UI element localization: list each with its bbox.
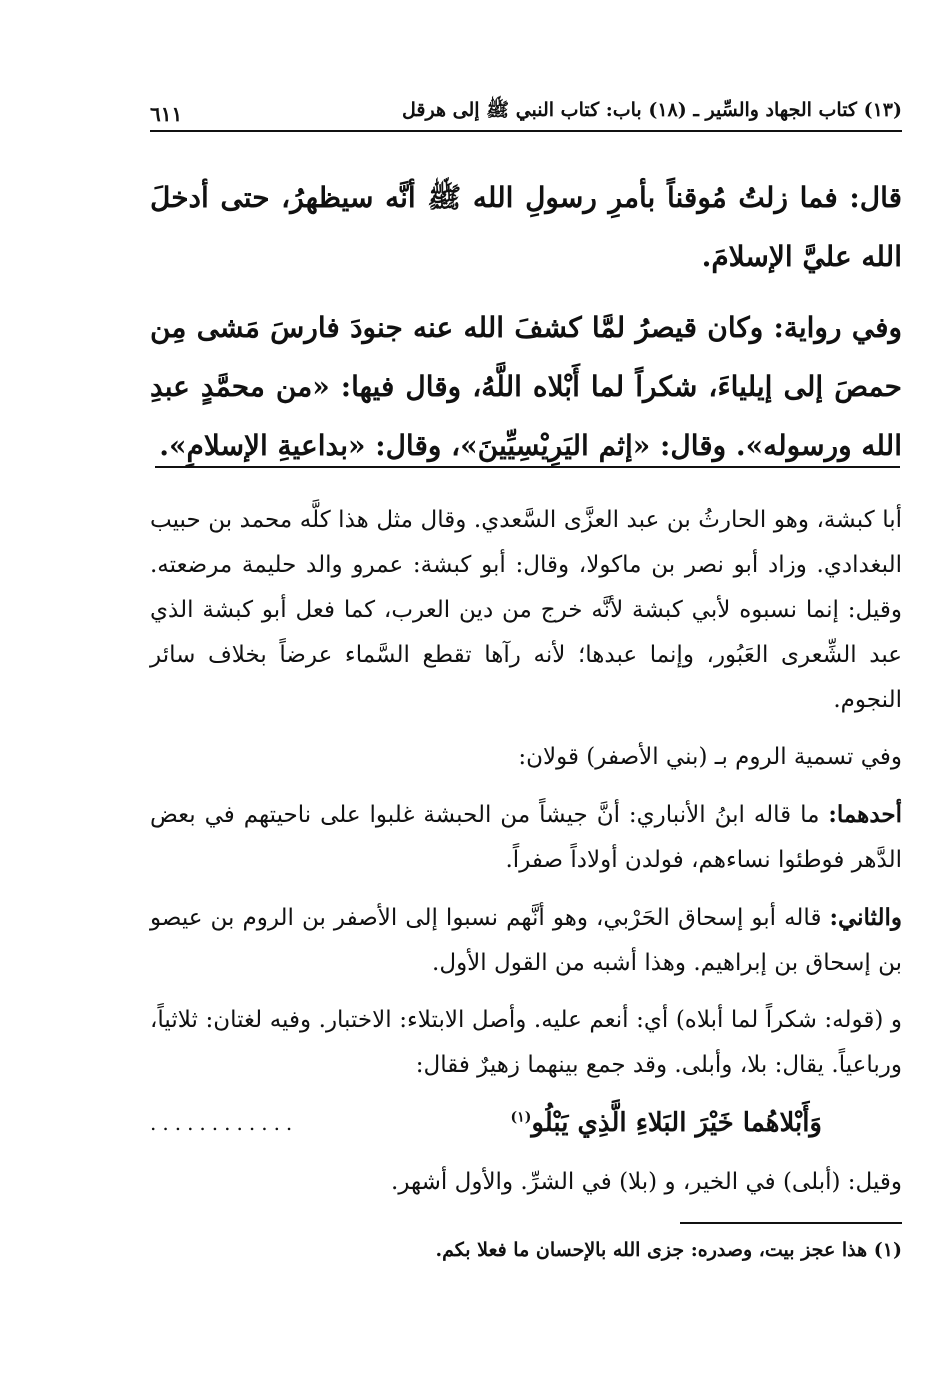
commentary-paragraph-1: أبا كبشة، وهو الحارثُ بن عبد العزَّى السَّعدي. وقال مثل هذا كلَّه محمد بن حبيب البغدادي. وزاد أبو نصر بن ماكولا، وقال: أبو كبشة: عمرو والد حليمة مرضعته. وقيل: إنما نسبوه لأبي كبشة لأنَّه خرج من دين العرب، كما فعل أبو كبشة الذي عبد الشِّعرى العَبُور، وإنما عبدها؛ لأنه رآها تقطع السَّماء عرضاً بخلاف سائر النجوم. <box>150 507 902 713</box>
header-title: (١٣) كتاب الجهاد والسِّير ـ (١٨) باب: كتاب النبي ﷺ إلى هرقل <box>402 99 902 121</box>
page-number: ٦١١ <box>150 102 183 126</box>
verse-line: وَأَبْلاهُما خَيْرَ البَلاءِ الَّذِي يَبْلُو <box>531 1108 822 1138</box>
running-header <box>150 96 902 132</box>
second-opinion-label: والثاني: <box>829 904 902 931</box>
verse-text <box>511 1108 822 1138</box>
poetry-verse <box>150 1098 902 1148</box>
main-text <box>150 168 902 475</box>
after-verse-text <box>150 1160 902 1217</box>
main-paragraph-1: قال: فما زلتُ مُوقناً بأمرِ رسولِ الله ﷺ أنَّه سيظهرُ، حتى أدخلَ الله عليَّ الإسلامَ. <box>150 181 902 273</box>
commentary-paragraph-2: وفي تسمية الروم بـ (بني الأصفر) قولان: <box>518 744 902 770</box>
footnote <box>150 1230 902 1270</box>
first-opinion-text: ما قاله ابنُ الأنباري: أنَّ جيشاً من الحبشة غلبوا على ناحيتهم في بعض الدَّهر فوطئوا نساءهم، فولدن أولاداً صفراً. <box>150 802 902 873</box>
main-paragraph-2: وفي رواية: وكان قيصرُ لمَّا كشفَ الله عنه جنودَ فارسَ مَشى مِن حمصَ إلى إيلياءَ، شكراً لما أَبْلاه اللَّهُ، وقال فيها: «من محمَّدٍ عبدِ الله ورسوله». وقال: «إثم اليَرِيْسِيِّينَ»، وقال: «بداعيةِ الإسلامِ». <box>150 311 902 462</box>
commentary-paragraph-5: و (قوله: شكراً لما أبلاه) أي: أنعم عليه. وأصل الابتلاء: الاختبار. وفيه لغتان: ثلاثياً، ورباعياً. يقال: بلا، وأبلى. وقد جمع بينهما زهيرٌ فقال: <box>150 1007 902 1078</box>
verse-ellipsis: ............ <box>150 1111 299 1135</box>
first-opinion-label: أحدهما: <box>828 801 902 828</box>
section-divider <box>155 466 900 468</box>
commentary-paragraph-4 <box>150 895 902 986</box>
commentary-text <box>150 498 902 1100</box>
after-verse-paragraph: وقيل: (أبلى) في الخير، و (بلا) في الشرِّ. والأول أشهر. <box>391 1169 902 1195</box>
commentary-paragraph-3 <box>150 792 902 883</box>
footnote-text: (١) هذا عجز بيت، وصدره: جزى الله بالإحسان ما فعلا بكم. <box>435 1239 902 1261</box>
footnote-marker: (١) <box>510 1109 532 1126</box>
second-opinion-text: قاله أبو إسحاق الحَرْبي، وهو أنَّهم نسبوا إلى الأصفر بن الروم بن عيصو بن إسحاق بن إبراهيم. وهذا أشبه من القول الأول. <box>150 905 902 976</box>
footnote-separator <box>680 1222 902 1224</box>
